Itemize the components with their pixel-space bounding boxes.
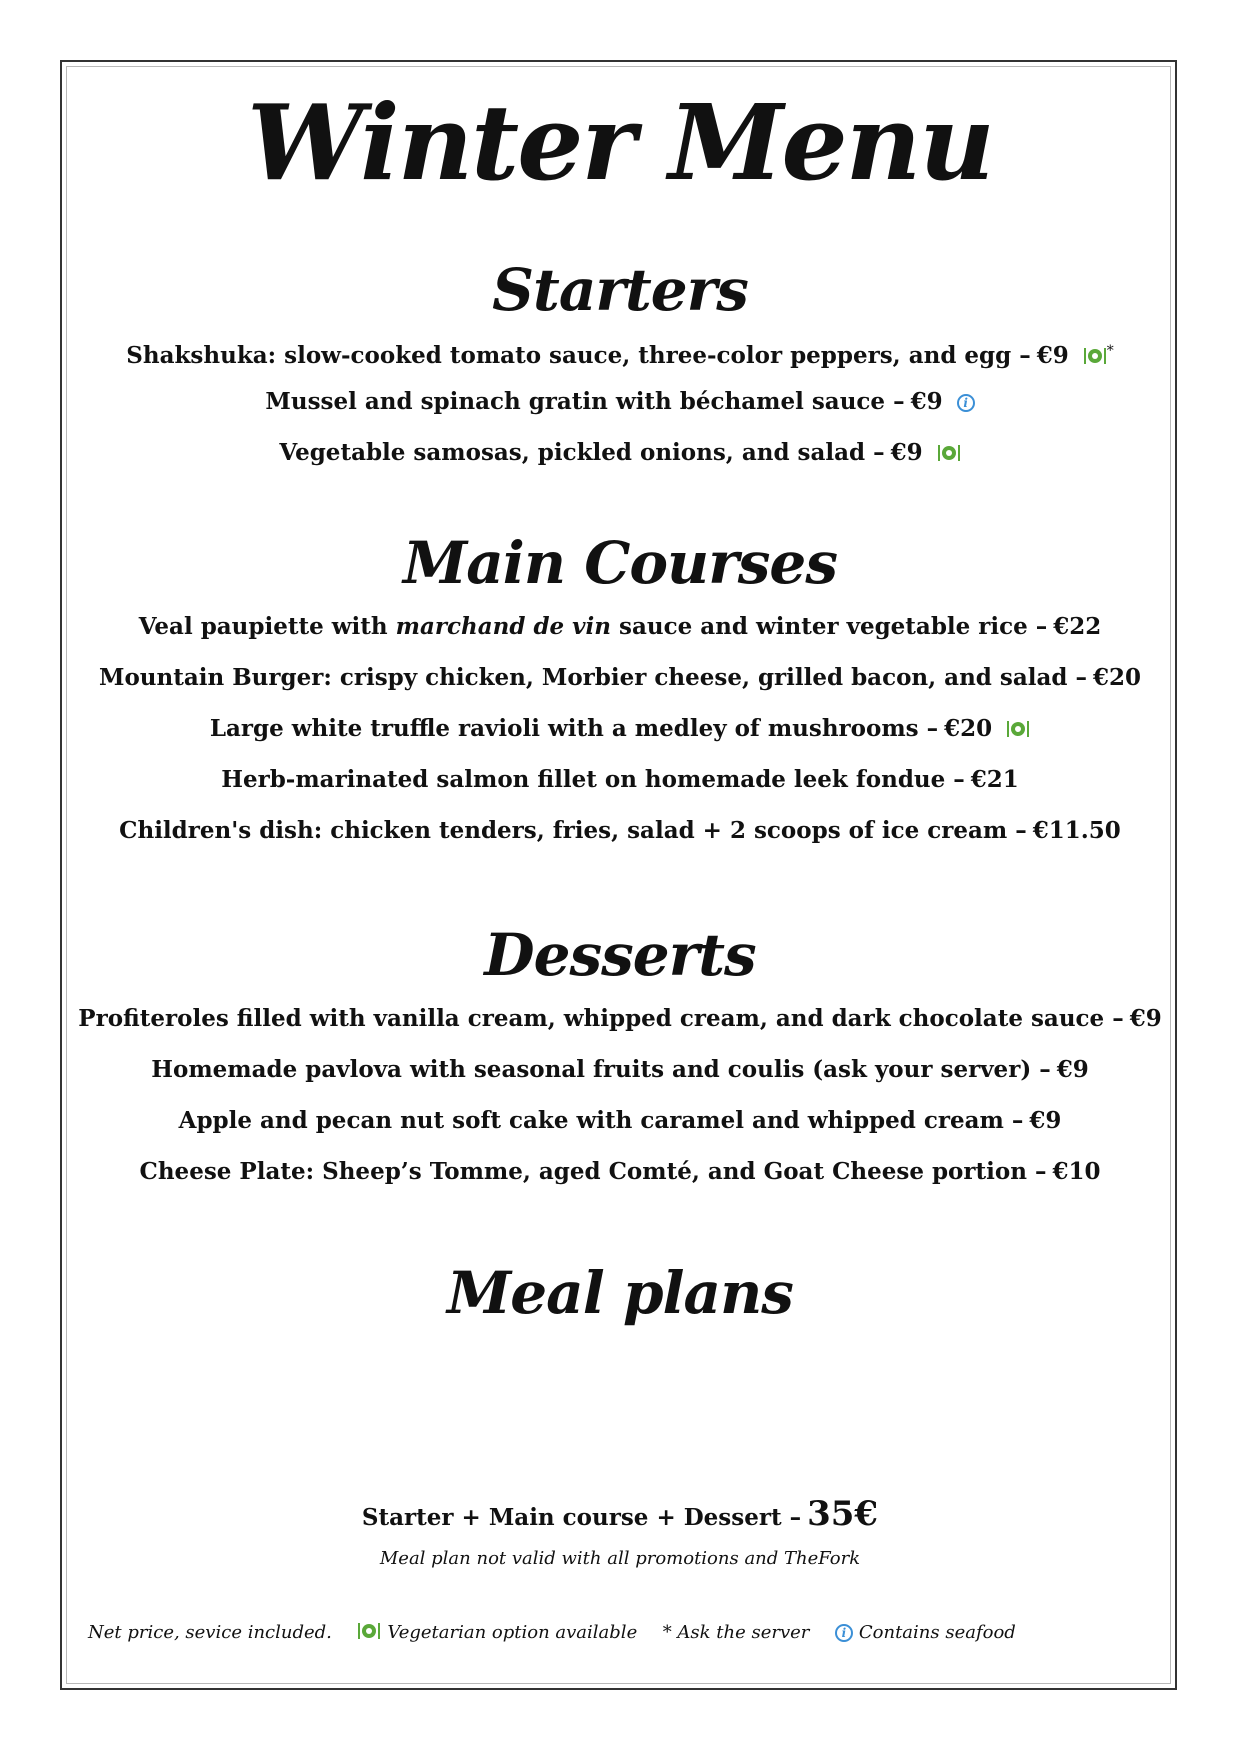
- dessert-item-pavlova: [0, 1055, 1240, 1085]
- price-separator: –: [1015, 817, 1027, 844]
- main-item-childrens-dish: [0, 816, 1240, 846]
- item-price: €9: [1029, 1107, 1062, 1134]
- item-name: Mussel and spinach gratin with béchamel sauce: [265, 388, 886, 415]
- starters-heading: Starters: [492, 256, 748, 324]
- price-separator: –: [873, 439, 885, 466]
- item-name: Herb-marinated salmon fillet on homemade leek fondue: [221, 766, 946, 793]
- item-name: Apple and pecan nut soft cake with caramel and whipped cream: [178, 1107, 1004, 1134]
- desserts-heading: Desserts: [484, 921, 756, 989]
- legend-net-price: Net price, sevice included.: [88, 1622, 332, 1643]
- item-price: €10: [1052, 1158, 1101, 1185]
- price-separator: –: [1112, 1005, 1124, 1032]
- item-name: Cheese Plate: Sheep’s Tomme, aged Comté, and Goat Cheese portion: [139, 1158, 1027, 1185]
- menu-legend: [88, 1620, 1016, 1646]
- price-separator: –: [1019, 342, 1031, 369]
- legend-vegetarian: Vegetarian option available: [387, 1622, 638, 1643]
- item-price: €9: [890, 439, 923, 466]
- price-separator: –: [1034, 1158, 1047, 1185]
- meal-plan-price: 35€: [807, 1494, 879, 1534]
- item-price: €21: [970, 766, 1019, 793]
- item-price: €9: [910, 388, 943, 415]
- item-name: Homemade pavlova with seasonal fruits and coulis (ask your server): [151, 1056, 1032, 1083]
- dessert-item-cheese-plate: [0, 1157, 1240, 1187]
- legend-seafood: Contains seafood: [858, 1622, 1016, 1643]
- item-name: Vegetable samosas, pickled onions, and salad: [279, 439, 866, 466]
- legend-ask-server: * Ask the server: [662, 1622, 810, 1643]
- vegetarian-plate-icon: [1006, 721, 1030, 737]
- price-separator: –: [1075, 664, 1087, 691]
- menu-title: Winter Menu: [247, 81, 993, 204]
- main-courses-heading: Main Courses: [403, 529, 837, 597]
- main-item-veal-paupiette: [0, 612, 1240, 642]
- item-name: Children's dish: chicken tenders, fries, salad + 2 scoops of ice cream: [119, 817, 1008, 844]
- vegetarian-plate-icon: [937, 445, 961, 461]
- info-icon: i: [957, 394, 975, 412]
- dessert-item-profiteroles: [0, 1004, 1240, 1034]
- item-name: Veal paupiette with marchand de vin sauce and winter vegetable rice: [138, 613, 1028, 640]
- starter-item-mussel-gratin: [0, 387, 1240, 417]
- item-price: €9: [1056, 1056, 1089, 1083]
- meal-plan-note: Meal plan not valid with all promotions and TheFork: [379, 1548, 861, 1569]
- main-item-truffle-ravioli: [0, 714, 1240, 744]
- item-name: Shakshuka: slow-cooked tomato sauce, three-color peppers, and egg: [126, 342, 1012, 369]
- vegetarian-plate-icon: [357, 1623, 381, 1639]
- dessert-item-apple-pecan-cake: [0, 1106, 1240, 1136]
- item-name-emphasis: marchand de vin: [395, 613, 611, 640]
- info-icon: i: [835, 1624, 853, 1642]
- item-name: Large white truffle ravioli with a medley of mushrooms: [209, 715, 919, 742]
- meal-plan-formula: [0, 1494, 1240, 1538]
- meal-plans-heading: Meal plans: [447, 1259, 793, 1327]
- vegetarian-plate-icon: [1083, 348, 1107, 364]
- price-separator: –: [789, 1504, 802, 1531]
- item-price: €22: [1053, 613, 1102, 640]
- item-price: €11.50: [1032, 817, 1121, 844]
- price-separator: –: [1039, 1056, 1051, 1083]
- price-separator: –: [953, 766, 965, 793]
- item-name: Profiteroles filled with vanilla cream, whipped cream, and dark chocolate sauce: [78, 1005, 1105, 1032]
- item-price: €9: [1129, 1005, 1162, 1032]
- item-name: Mountain Burger: crispy chicken, Morbier cheese, grilled bacon, and salad: [99, 664, 1068, 691]
- item-price: €20: [1092, 664, 1141, 691]
- price-separator: –: [893, 388, 905, 415]
- starter-item-samosas: [0, 438, 1240, 468]
- main-item-salmon-fillet: [0, 765, 1240, 795]
- price-separator: –: [1011, 1107, 1024, 1134]
- item-price: €9: [1036, 342, 1069, 369]
- price-separator: –: [926, 715, 939, 742]
- ask-server-asterisk: *: [1106, 343, 1114, 359]
- meal-plan-description: Starter + Main course + Dessert: [361, 1504, 782, 1531]
- item-price: €20: [944, 715, 993, 742]
- starter-item-shakshuka: [0, 336, 1240, 371]
- price-separator: –: [1035, 613, 1048, 640]
- main-item-mountain-burger: [0, 663, 1240, 693]
